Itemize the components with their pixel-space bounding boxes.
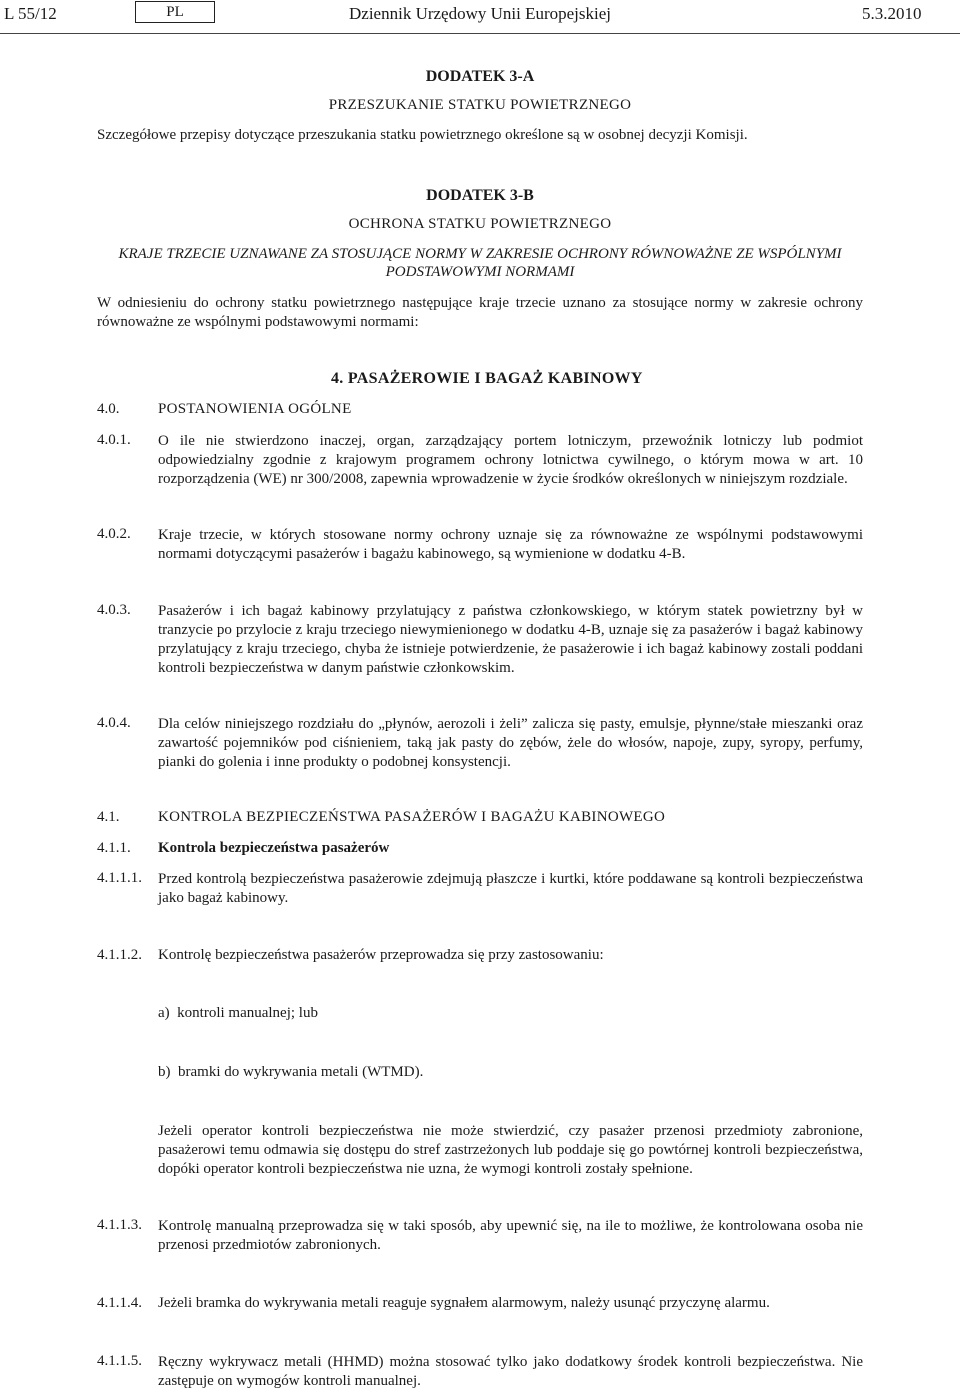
annex-a-title: DODATEK 3-A xyxy=(425,68,535,85)
section-number: 4.0.4. xyxy=(97,715,131,731)
section-text: Kontrolę bezpieczeństwa pasażerów przeprowadza się przy zastosowaniu: xyxy=(158,947,604,963)
section-number: 4.1.1.3. xyxy=(97,1217,142,1233)
section-number: 4.0.3. xyxy=(97,602,131,618)
section-text: Jeżeli bramka do wykrywania metali reaguje sygnałem alarmowym, należy usunąć przyczynę alarmu. xyxy=(158,1295,770,1311)
journal-title: Dziennik Urzędowy Unii Europejskiej xyxy=(349,4,612,23)
section-text: Dla celów niniejszego rozdziału do „płynów, aerozoli i żeli” zalicza się pasty, emulsje, płynne/stałe mieszanki oraz zawartość pojemników pod ciśnieniem, taką jak pasty do zębów, żele do włosów, napoje, zupy, syropy, perfumy, pianki do golenia i inne produkty o podobnej konsystencji. xyxy=(158,716,863,770)
section-number: 4.1.1.2. xyxy=(97,947,142,963)
section-followup-text: Jeżeli operator kontroli bezpieczeństwa nie może stwierdzić, czy pasażer przenosi przedmioty zabronione, pasażerowi temu odmawia się dostępu do stref zastrzeżonych lub poddaje się go powtórnej kontroli bezpieczeństwa, dopóki operator kontroli bezpieczeństwa nie uzna, że wymogi kontroli zostały spełnione. xyxy=(158,1123,863,1177)
section-text: Kontrolę manualną przeprowadza się w taki sposób, aby upewnić się, na ile to możliwe, że kontrolowana osoba nie przenosi przedmiotów zabronionych. xyxy=(158,1218,863,1253)
section-number: 4.0. xyxy=(97,401,120,417)
language-badge: PL xyxy=(135,1,215,23)
chapter-title: 4. PASAŻEROWIE I BAGAŻ KABINOWY xyxy=(331,370,643,387)
page-header xyxy=(0,0,960,34)
section-number: 4.1.1. xyxy=(97,840,131,856)
annex-a-text: Szczegółowe przepisy dotyczące przeszukania statku powietrznego określone są w osobnej decyzji Komisji. xyxy=(97,127,748,143)
list-item-b: b) bramki do wykrywania metali (WTMD). xyxy=(158,1064,424,1080)
annex-b-title: DODATEK 3-B xyxy=(426,187,534,204)
annex-b-italic-heading: KRAJE TRZECIE UZNAWANE ZA STOSUJĄCE NORMY W ZAKRESIE OCHRONY RÓWNOWAŻNE ZE WSPÓLNYMI PODSTAWOWYMI NORMAMI xyxy=(118,246,842,280)
section-number: 4.0.2. xyxy=(97,526,131,542)
annex-b-text: W odniesieniu do ochrony statku powietrznego następujące kraje trzecie uznano za stosujące normy w zakresie ochrony równoważne ze wspólnymi podstawowymi normami: xyxy=(97,295,863,330)
section-number: 4.1.1.5. xyxy=(97,1353,142,1369)
page-reference: L 55/12 xyxy=(4,4,57,23)
section-text: Pasażerów i ich bagaż kabinowy przylatujący z państwa członkowskiego, w którym statek powietrzny był w tranzycie po przylocie z kraju trzeciego niewymienionego w dodatku 4-B, uznaje się za pasażerów i bagaż kabinowy przylatujący z kraju trzeciego, chyba że istnieje potwierdzenie, że pasażerowie i ich bagaż kabinowy zostali poddani kontroli bezpieczeństwa w danym państwie członkowskim. xyxy=(158,603,863,676)
section-text: Kraje trzecie, w których stosowane normy ochrony uznaje się za równoważne ze wspólnymi podstawowymi normami dotyczącymi pasażerów i bagażu kabinowego, są wymienione w dodatku 4-B. xyxy=(158,527,863,562)
annex-a-subtitle: PRZESZUKANIE STATKU POWIETRZNEGO xyxy=(328,97,632,113)
section-heading: Kontrola bezpieczeństwa pasażerów xyxy=(158,840,390,856)
section-heading: POSTANOWIENIA OGÓLNE xyxy=(158,401,352,417)
section-text: O ile nie stwierdzono inaczej, organ, zarządzający portem lotniczym, przewoźnik lotniczy lub podmiot odpowiedzialny zgodnie z krajowym programem ochrony lotnictwa cywilnego, o którym mowa w art. 10 rozporządzenia (WE) nr 300/2008, zapewnia wprowadzenie w życie środków określonych w niniejszym rozdziale. xyxy=(158,433,863,487)
section-number: 4.1.1.4. xyxy=(97,1295,142,1311)
publication-date: 5.3.2010 xyxy=(862,4,922,23)
list-item-a: a) kontroli manualnej; lub xyxy=(158,1005,318,1021)
section-number: 4.1. xyxy=(97,809,120,825)
section-heading: KONTROLA BEZPIECZEŃSTWA PASAŻERÓW I BAGAŻU KABINOWEGO xyxy=(158,809,666,825)
header-rule xyxy=(0,33,960,34)
section-text: Ręczny wykrywacz metali (HHMD) można stosować tylko jako dodatkowy środek kontroli bezpieczeństwa. Nie zastępuje on wymogów kontroli manualnej. xyxy=(158,1354,863,1389)
section-text: Przed kontrolą bezpieczeństwa pasażerowie zdejmują płaszcze i kurtki, które poddawane są kontroli bezpieczeństwa jako bagaż kabinowy. xyxy=(158,871,863,906)
annex-b-subtitle: OCHRONA STATKU POWIETRZNEGO xyxy=(348,216,612,232)
section-number: 4.1.1.1. xyxy=(97,870,142,886)
section-number: 4.0.1. xyxy=(97,432,131,448)
